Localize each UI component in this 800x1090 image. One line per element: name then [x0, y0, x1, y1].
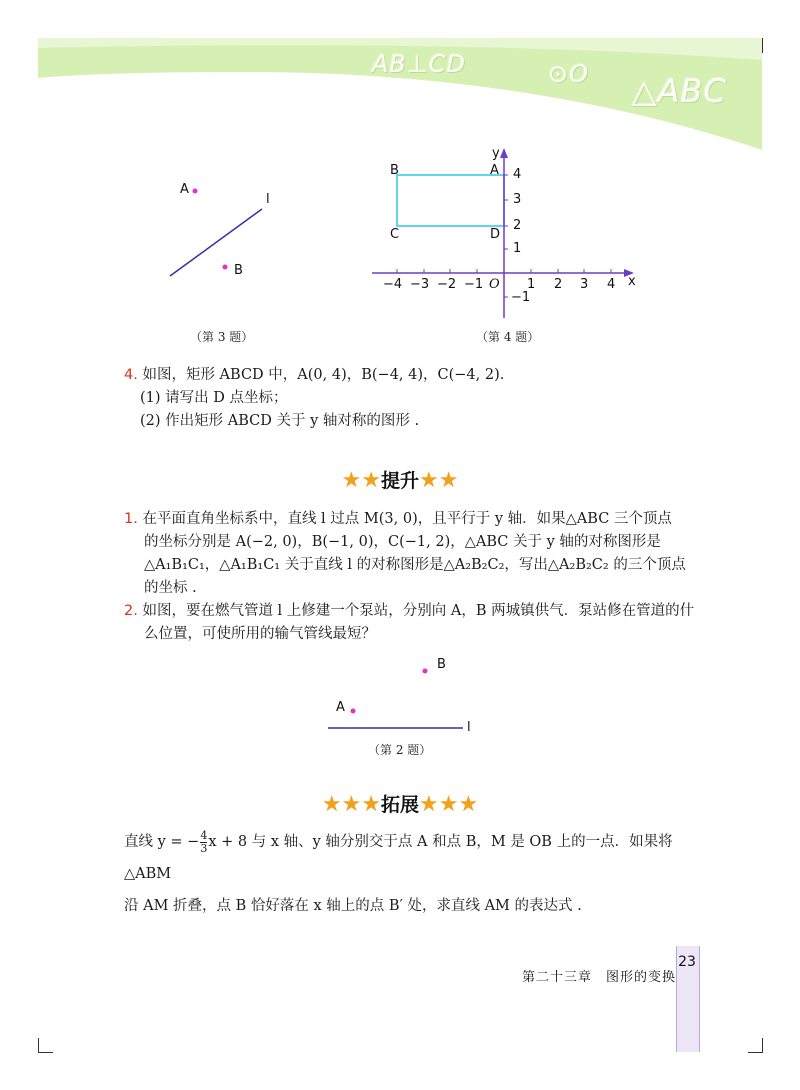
problem-2-line2: 么位置，可使所用的输气管线最短？ — [144, 626, 376, 642]
problem-1-line1: 在平面直角坐标系中，直线 l 过点 M(3, 0)，且平行于 y 轴．如果△ABC 三个顶点 — [142, 511, 672, 527]
chapter-footer: 第二十三章 图形的变换 — [522, 970, 677, 985]
y-tick-3: 3 — [513, 192, 522, 207]
rect-label-A: A — [490, 163, 499, 178]
problem-1-number: 1. — [124, 511, 138, 527]
section-extend-label: 拓展 — [380, 794, 419, 816]
fig2-label-l: l — [467, 720, 471, 735]
problem-1 — [124, 508, 704, 600]
crop-mark-bottom-left — [38, 1038, 53, 1053]
point-B — [223, 265, 228, 270]
figure-4-coordinate-plane — [370, 140, 645, 325]
x-tick-4: 4 — [607, 277, 616, 292]
banner-text-perpendicular: AB⊥CD — [372, 50, 467, 78]
fig4-caption: （第 4 题） — [476, 330, 540, 344]
x-tick-3: 3 — [580, 277, 589, 292]
y-axis-arrow — [500, 148, 508, 158]
fig3-label-A: A — [180, 182, 189, 197]
x-axis-label: x — [628, 274, 636, 289]
line-l — [170, 209, 262, 276]
fig3-label-l: l — [266, 192, 270, 207]
banner-text-circle: ⊙O — [548, 60, 589, 88]
star-icon: ★★ — [341, 468, 381, 493]
fraction-four-thirds: $\frac{4}{3}$ — [200, 828, 208, 855]
page-number: 23 — [678, 954, 696, 970]
extension-line1-post: x + 8 与 x 轴、y 轴分别交于点 A 和点 B，M 是 OB 上的一点．如果将△ABM — [124, 834, 673, 882]
rect-label-C: C — [390, 227, 400, 242]
rect-label-B: B — [390, 163, 399, 178]
problem-2 — [124, 600, 704, 646]
x-tick-neg4: −4 — [383, 277, 403, 292]
section-raise-label: 提升 — [380, 470, 419, 492]
section-raise-title — [0, 466, 800, 493]
y-tick-neg1: −1 — [511, 290, 531, 305]
extension-line1-pre: 直线 y = − — [124, 834, 200, 850]
question-4 — [124, 364, 684, 433]
y-tick-4: 4 — [513, 167, 522, 182]
section-extend-title — [0, 790, 800, 817]
y-tick-2: 2 — [513, 218, 522, 233]
banner-text-triangle: △ABC — [632, 72, 727, 110]
y-axis-label: y — [492, 146, 500, 161]
x-tick-2: 2 — [554, 277, 563, 292]
problem-2-line1: 如图，要在燃气管道 l 上修建一个泵站，分别向 A，B 两城镇供气．泵站修在管道的什 — [142, 603, 695, 619]
star-icon: ★★★ — [419, 792, 479, 817]
question-4-number: 4. — [124, 367, 138, 383]
fig2-label-A: A — [336, 700, 345, 715]
point-B — [423, 669, 428, 674]
point-A — [193, 189, 198, 194]
star-icon: ★★ — [419, 468, 459, 493]
extension-line2: 沿 AM 折叠，点 B 恰好落在 x 轴上的点 B′ 处，求直线 AM 的表达式 . — [124, 898, 582, 914]
problem-1-line4: 的坐标 . — [144, 580, 197, 596]
rectangle-ABCD — [397, 175, 504, 226]
x-tick-neg1: −1 — [464, 277, 484, 292]
point-A — [351, 709, 356, 714]
fig2-caption: （第 2 题） — [368, 743, 432, 757]
problem-1-line2: 的坐标分别是 A(−2, 0)，B(−1, 0)，C(−1, 2)，△ABC 关于 y 轴的对称图形是 — [144, 534, 661, 550]
x-tick-neg2: −2 — [437, 277, 457, 292]
y-tick-1: 1 — [513, 241, 522, 256]
extension-problem — [124, 826, 704, 922]
question-4-line2: (1) 请写出 D 点坐标； — [140, 390, 288, 406]
star-icon: ★★★ — [321, 792, 381, 817]
question-4-line3: (2) 作出矩形 ABCD 关于 y 轴对称的图形 . — [140, 413, 420, 429]
rect-label-D: D — [490, 227, 501, 242]
question-4-line1: 如图，矩形 ABCD 中，A(0, 4)，B(−4, 4)，C(−4, 2). — [142, 367, 505, 383]
fig3-caption: （第 3 题） — [190, 330, 254, 344]
origin-label: O — [489, 277, 500, 292]
problem-2-number: 2. — [124, 603, 138, 619]
problem-1-line3: △A₁B₁C₁，△A₁B₁C₁ 关于直线 l 的对称图形是△A₂B₂C₂，写出△A₂B₂C₂ 的三个顶点 — [144, 557, 686, 573]
fig2-label-B: B — [437, 657, 446, 672]
x-tick-neg3: −3 — [410, 277, 430, 292]
fig3-label-B: B — [234, 263, 243, 278]
x-tick-1: 1 — [527, 277, 536, 292]
crop-mark-bottom-right — [748, 1038, 763, 1053]
